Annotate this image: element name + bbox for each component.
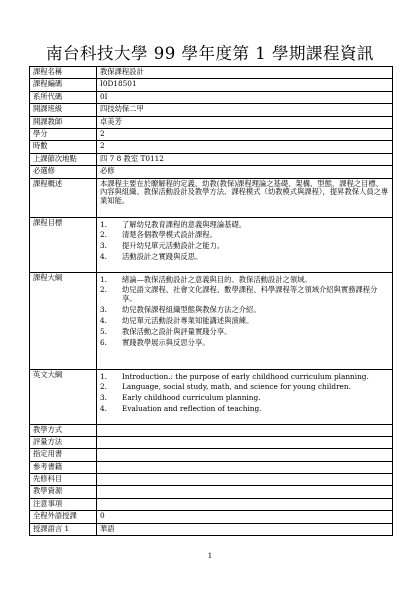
field-label: 指定用書: [30, 449, 97, 461]
field-value: [97, 424, 393, 436]
field-value: 四 7 8 教室 T0112: [97, 153, 393, 165]
english-outline-list: [100, 373, 389, 414]
field-label: 教學資源: [30, 486, 97, 498]
field-value: [97, 498, 393, 510]
list-item: 1. Introduction.: the purpose of early childhood curriculum planning.: [100, 371, 369, 381]
row-teaching-resources: [30, 486, 393, 498]
field-value: [97, 436, 393, 448]
field-label: 課程編碼: [30, 79, 97, 91]
field-label: 學分: [30, 128, 97, 140]
field-value: 教保課程設計: [97, 67, 393, 79]
page-title: 南台科技大學 99 學年度第 1 學期課程資訊: [46, 44, 374, 63]
row-dept-code: [30, 91, 393, 103]
field-label: 開課班級: [30, 104, 97, 116]
field-label: 必選修: [30, 166, 97, 178]
list-item: 1. 緒論—教保活動設計之意義與目的、教保活動設計之領域。: [100, 274, 312, 284]
outline-list: [100, 276, 389, 348]
field-label: 上課節次地點: [30, 153, 97, 165]
list-item: 4. Evaluation and reflection of teaching.: [100, 404, 262, 414]
row-notes: [30, 498, 393, 510]
goals-cell: [97, 217, 393, 272]
field-value: [97, 449, 393, 461]
row-required-elective: [30, 166, 393, 178]
row-language: [30, 523, 393, 535]
list-item: 4. 幼兒單元活動設計專業知能講述與演練。: [100, 315, 254, 325]
row-references: [30, 461, 393, 473]
field-value: 必修: [97, 166, 393, 178]
row-course-outline: [30, 272, 393, 369]
page-number: 1: [207, 552, 213, 560]
goals-list: [100, 221, 389, 262]
field-label: 注意事項: [30, 498, 97, 510]
row-textbook: [30, 449, 393, 461]
field-label: 時數: [30, 141, 97, 153]
row-course-goals: [30, 217, 393, 272]
field-value: 四技幼保二甲: [97, 104, 393, 116]
list-item: 6. 實踐教學展示與反思分享。: [100, 337, 210, 347]
row-teacher: [30, 116, 393, 128]
row-class: [30, 104, 393, 116]
field-label: 先修科目: [30, 474, 97, 486]
field-value: I0D18501: [97, 79, 393, 91]
overview-text: 本課程主要在於瞭解程的定義、幼教(教保)課程理論之基礎、架構、型態，課程之目標、內容與組織、教保活動設計及教學方法、課程模式（幼教模式與課程），提昇教保人員之專業知能。: [97, 178, 393, 217]
list-item: 3. 提升幼兒單元活動設計之能力。: [100, 241, 225, 251]
row-teaching-method: [30, 424, 393, 436]
row-credits: [30, 128, 393, 140]
field-label: 課程名稱: [30, 67, 97, 79]
field-value: 2: [97, 128, 393, 140]
english-outline-cell: [97, 369, 393, 424]
list-item: 3. Early childhood curriculum planning.: [100, 393, 261, 403]
field-label: 課程概述: [30, 178, 97, 217]
field-value: 0: [97, 511, 393, 523]
list-item: 1. 了解幼兒教育課程的意義與理論基礎。: [100, 219, 247, 229]
field-value: 0I: [97, 91, 393, 103]
row-english-outline: [30, 369, 393, 424]
field-label: 課程目標: [30, 217, 97, 272]
field-value: [97, 461, 393, 473]
row-hours: [30, 141, 393, 153]
list-item: 3. 幼兒教保課程組織型態與教保方法之介紹。: [100, 305, 261, 315]
field-label: 課程大綱: [30, 272, 97, 369]
field-label: 全程外語授課: [30, 511, 97, 523]
row-course-overview: [30, 178, 393, 217]
course-info-table: [29, 66, 393, 536]
list-item: 2. 幼兒語文課程、社會文化課程、數學課程、科學課程等之領域介紹與實務課程分享。: [100, 285, 378, 304]
field-value: 2: [97, 141, 393, 153]
list-item: 4. 活動設計之實踐與反思。: [100, 252, 203, 262]
field-value: 卓美芳: [97, 116, 393, 128]
row-course-name: [30, 67, 393, 79]
row-assessment: [30, 436, 393, 448]
row-prerequisites: [30, 474, 393, 486]
list-item: 5. 教保活動之設計與評量實踐分享。: [100, 326, 232, 336]
list-item: 2. Language, social study, math, and science for young children.: [100, 382, 351, 392]
field-value: 華語: [97, 523, 393, 535]
row-foreign-language: [30, 511, 393, 523]
list-item: 2. 清楚各個教學模式設計課程。: [100, 230, 217, 240]
field-label: 英文大綱: [30, 369, 97, 424]
field-label: 開課教師: [30, 116, 97, 128]
row-course-code: [30, 79, 393, 91]
field-label: 授課語言 1: [30, 523, 97, 535]
field-label: 系所代碼: [30, 91, 97, 103]
field-value: [97, 486, 393, 498]
field-value: [97, 474, 393, 486]
outline-cell: [97, 272, 393, 369]
field-label: 評量方法: [30, 436, 97, 448]
field-label: 教學方式: [30, 424, 97, 436]
row-schedule-location: [30, 153, 393, 165]
field-label: 參考書籍: [30, 461, 97, 473]
